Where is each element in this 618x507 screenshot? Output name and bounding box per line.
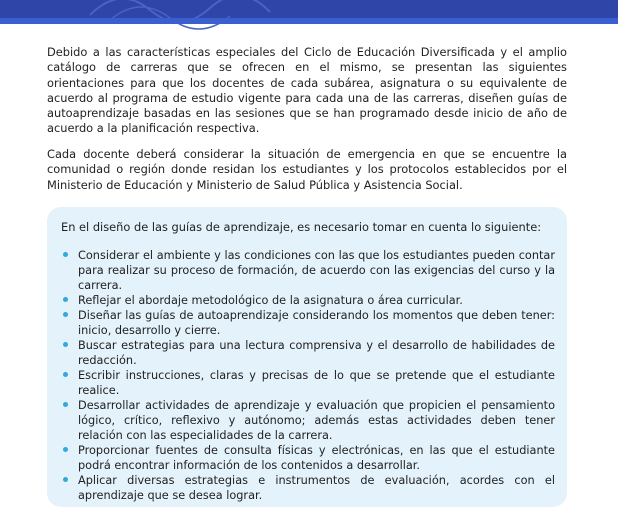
bullet-icon (63, 477, 68, 482)
guide-box (47, 207, 567, 507)
bullet-icon (63, 372, 68, 377)
list-item-text: Escribir instrucciones, claras y precisas de lo que se pretende que el estudiante realice. (78, 369, 555, 397)
bullet-icon (63, 447, 68, 452)
list-item-text: Diseñar las guías de autoaprendizaje considerando los momentos que deben tener: inicio, desarrollo y cierre. (78, 309, 555, 337)
list-item-text: Proporcionar fuentes de consulta físicas y electrónicas, en las que el estudiante podrá encontrar información de los contenidos a desarrollar. (78, 444, 555, 472)
decorative-pattern (80, 0, 280, 20)
list-item (61, 398, 555, 443)
list-item (61, 308, 555, 338)
list-item-text: Desarrollar actividades de aprendizaje y evaluación que propicien el pensamiento lógico, crítico, reflexivo y autónomo; además estas actividades deben tener relación con las especialidades de la carrera. (78, 399, 555, 442)
bullet-icon (63, 252, 68, 257)
list-item-text: Reflejar el abordaje metodológico de la asignatura o área curricular. (78, 294, 463, 307)
list-item (61, 368, 555, 398)
list-item-text: Considerar el ambiente y las condiciones con las que los estudiantes pueden contar para realizar su proceso de formación, de acuerdo con las exigencias del curso y la carrera. (78, 249, 555, 292)
list-item (61, 338, 555, 368)
header-banner (0, 0, 618, 24)
list-item-text: Buscar estrategias para una lectura comprensiva y el desarrollo de habilidades de redacción. (78, 339, 555, 367)
guide-list (61, 248, 555, 503)
list-item (61, 293, 555, 308)
list-item-text: Aplicar diversas estrategias e instrumentos de evaluación, acordes con el aprendizaje que se desea lograr. (78, 474, 555, 502)
list-item (61, 443, 555, 473)
emergency-paragraph: Cada docente deberá considerar la situación de emergencia en que se encuentre la comunidad o región donde residan los estudiantes y los protocolos establecidos por el Ministerio de Educación y Ministerio de Salud Pública y Asistencia Social. (47, 147, 567, 192)
list-item (61, 248, 555, 293)
bullet-icon (63, 297, 68, 302)
list-item (61, 473, 555, 503)
bullet-icon (63, 342, 68, 347)
guide-intro: En el diseño de las guías de aprendizaje, es necesario tomar en cuenta lo siguiente: (61, 220, 542, 234)
header-band (0, 18, 618, 24)
intro-paragraph: Debido a las características especiales del Ciclo de Educación Diversificada y el amplio catálogo de carreras que se ofrecen en el mismo, se presentan las siguientes orientaciones para que los docentes de cada subárea, asignatura o su equivalente de acuerdo al programa de estudio vigente para cada una de las carreras, diseñen guías de autoaprendizaje basadas en las sesiones que se han programado desde inicio de año de acuerdo a la planificación respectiva. (47, 45, 567, 136)
bullet-icon (63, 312, 68, 317)
bullet-icon (63, 402, 68, 407)
